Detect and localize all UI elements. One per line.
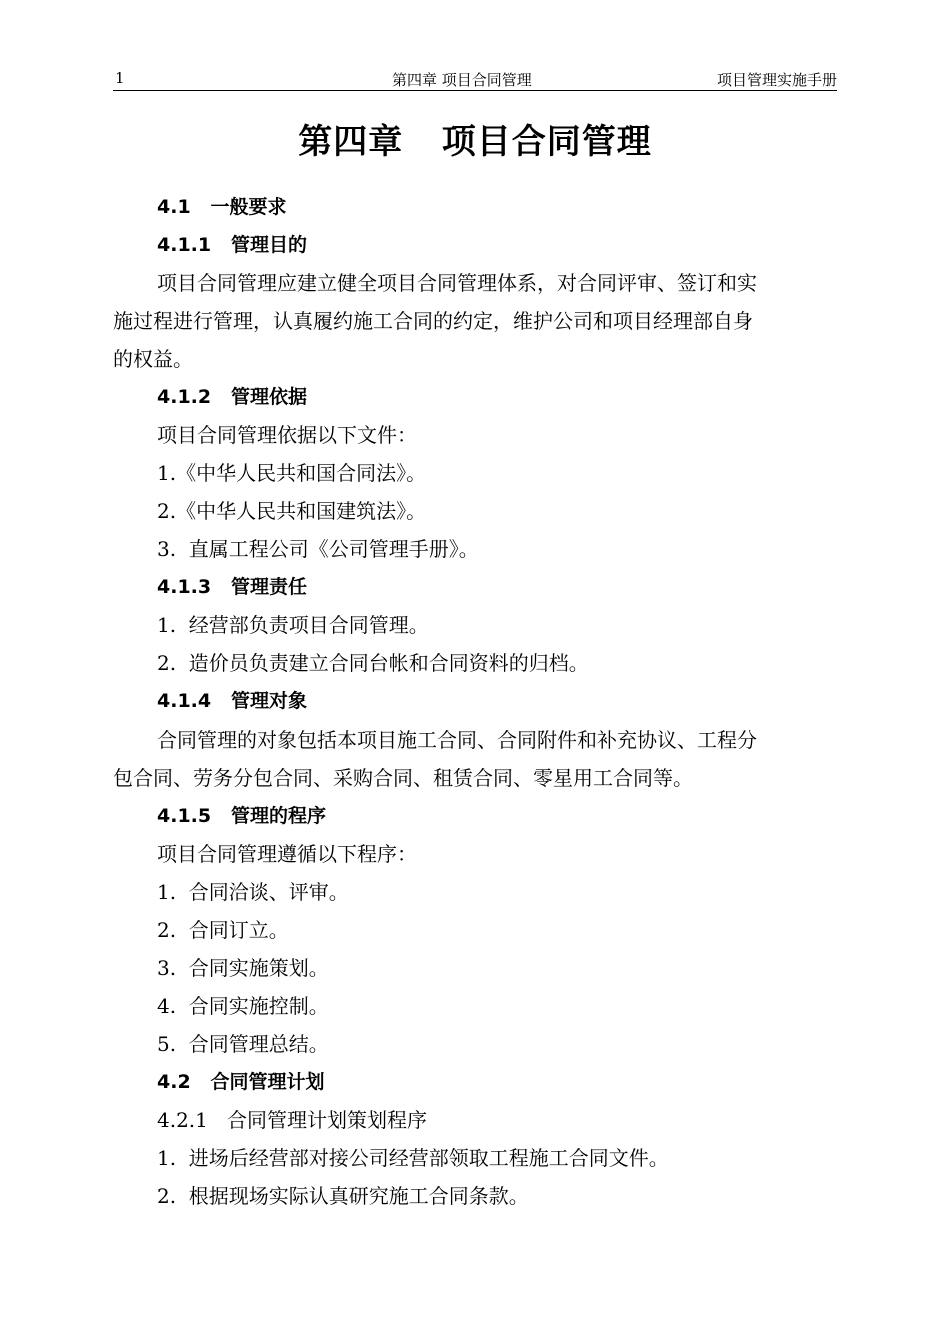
heading-4-2: 4.2 合同管理计划 — [157, 1071, 325, 1093]
list-item: 4. 合同实施控制。 — [157, 994, 329, 1018]
list-item: 5. 合同管理总结。 — [157, 1032, 329, 1056]
paragraph-purpose-line-1: 项目合同管理应建立健全项目合同管理体系，对合同评审、签订和实 — [157, 271, 757, 295]
page-header — [113, 66, 837, 91]
header-chapter: 第四章 项目合同管理 — [392, 71, 532, 89]
list-item: 1. 合同洽谈、评审。 — [157, 880, 349, 904]
paragraph-objects-line-1: 合同管理的对象包括本项目施工合同、合同附件和补充协议、工程分 — [157, 728, 757, 752]
procedure-intro: 项目合同管理遵循以下程序： — [157, 842, 417, 866]
paragraph-objects-line-2: 包合同、劳务分包合同、采购合同、租赁合同、零星用工合同等。 — [113, 766, 693, 790]
heading-4-1-5: 4.1.5 管理的程序 — [157, 805, 326, 827]
list-item: 2. 造价员负责建立合同台帐和合同资料的归档。 — [157, 651, 589, 675]
heading-4-1-2: 4.1.2 管理依据 — [157, 386, 307, 408]
header-book-title: 项目管理实施手册 — [716, 71, 837, 89]
basis-intro: 项目合同管理依据以下文件： — [157, 423, 417, 447]
paragraph-purpose-line-2: 施过程进行管理，认真履约施工合同的约定，维护公司和项目经理部自身 — [113, 309, 753, 333]
list-item: 1. 经营部负责项目合同管理。 — [157, 613, 429, 637]
list-item: 2. 根据现场实际认真研究施工合同条款。 — [157, 1184, 529, 1208]
heading-4-1-4: 4.1.4 管理对象 — [157, 690, 307, 712]
paragraph-purpose-line-3: 的权益。 — [113, 347, 193, 371]
list-item: 2.《中华人民共和国建筑法》。 — [157, 499, 427, 523]
list-item: 2. 合同订立。 — [157, 918, 289, 942]
heading-4-1: 4.1 一般要求 — [157, 196, 287, 218]
heading-4-1-3: 4.1.3 管理责任 — [157, 576, 307, 598]
list-item: 1. 进场后经营部对接公司经营部领取工程施工合同文件。 — [157, 1146, 669, 1170]
heading-4-2-1: 4.2.1 合同管理计划策划程序 — [157, 1108, 427, 1132]
list-item: 3. 直属工程公司《公司管理手册》。 — [157, 537, 479, 561]
list-item: 3. 合同实施策划。 — [157, 956, 329, 980]
list-item: 1.《中华人民共和国合同法》。 — [157, 461, 427, 485]
chapter-title: 第四章 项目合同管理 — [298, 122, 652, 162]
heading-4-1-1: 4.1.1 管理目的 — [157, 234, 307, 256]
page-number: 1 — [115, 69, 125, 87]
